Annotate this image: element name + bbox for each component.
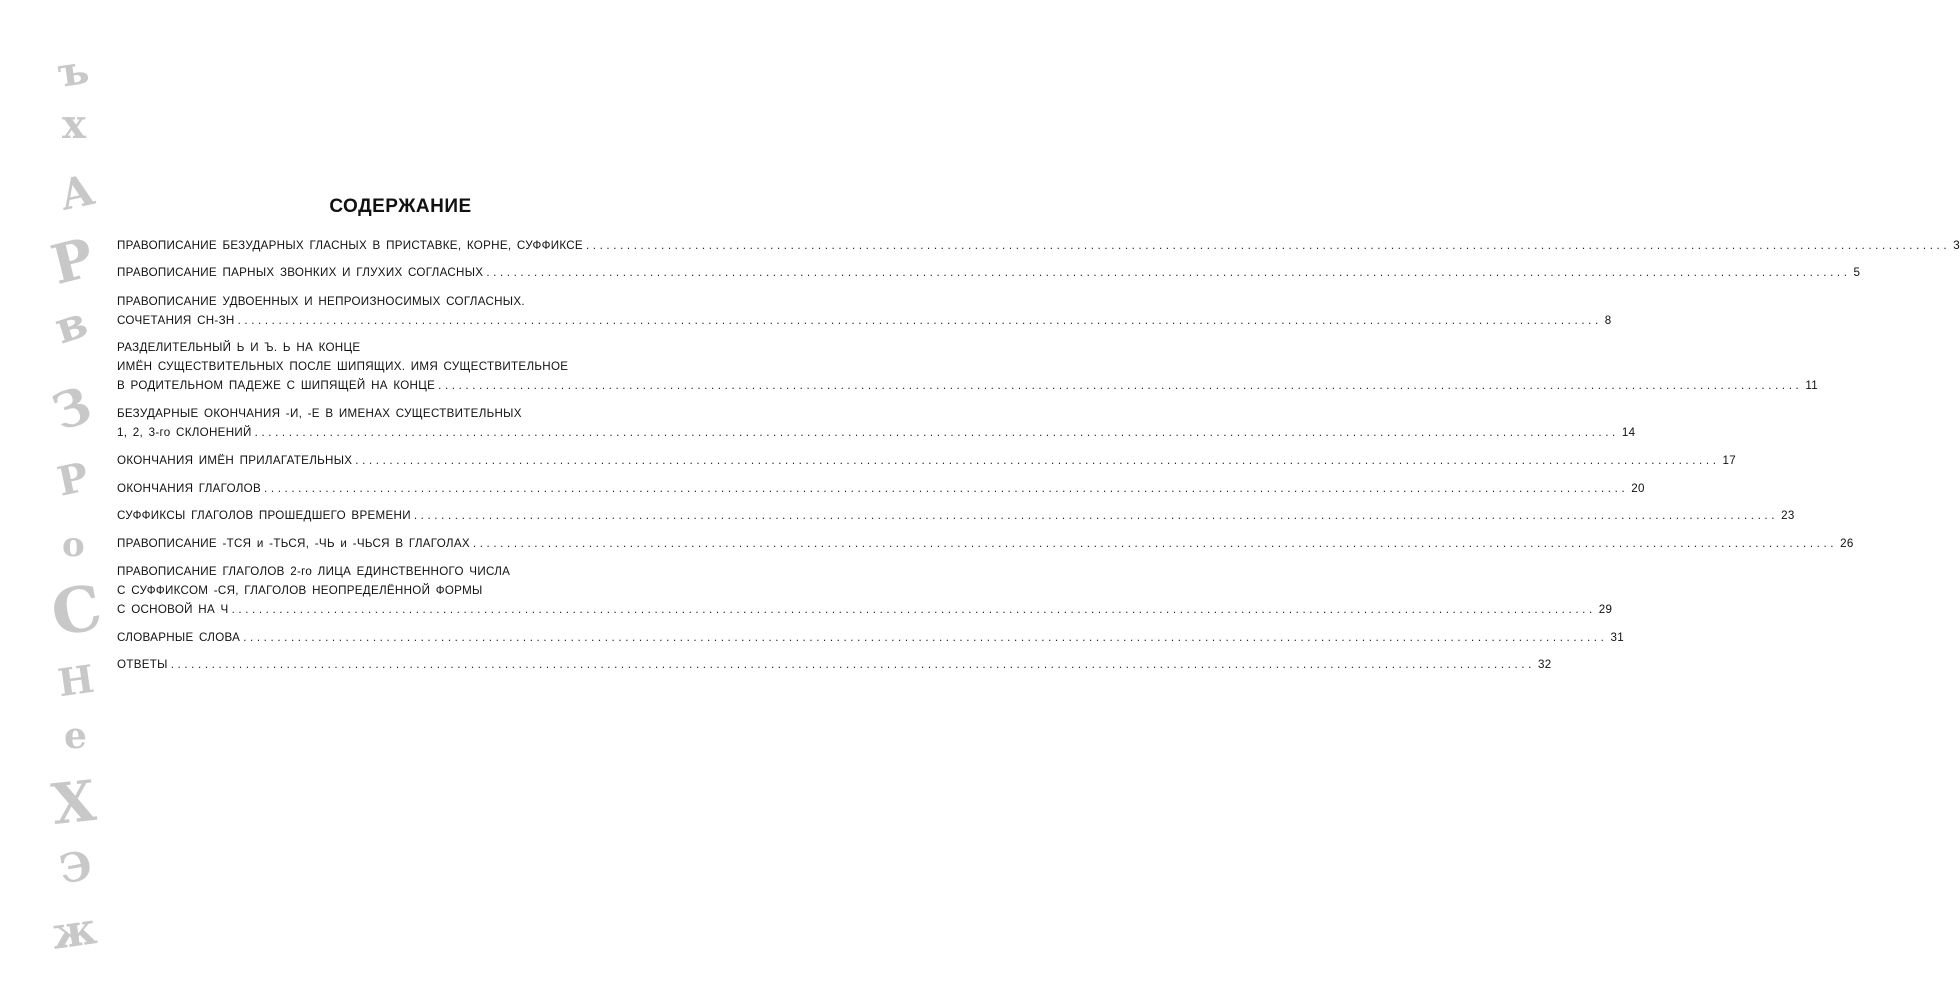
toc-page-number: 5 [1853, 266, 1861, 279]
decor-letter: С [45, 570, 108, 651]
toc-entry-title: С ОСНОВОЙ НА Ч [117, 603, 229, 616]
decor-letter: З [44, 374, 99, 443]
toc-entry-leader-row [117, 628, 1624, 647]
toc-entry-leader-row [117, 263, 1861, 282]
toc-entry-leader-row [117, 600, 1613, 619]
toc-entry-leader-row [117, 236, 1960, 255]
toc-entry[interactable] [117, 236, 1960, 255]
toc-entry-title: СЛОВАРНЫЕ СЛОВА [117, 631, 241, 644]
toc-entry-leader-row [117, 655, 1552, 674]
dot-leader: ........................................................................................................................................................................................................ [264, 482, 1629, 495]
toc-page-number: 32 [1537, 658, 1552, 671]
toc-entry-line: ИМЁН СУЩЕСТВИТЕЛЬНЫХ ПОСЛЕ ШИПЯЩИХ. ИМЯ СУЩЕСТВИТЕЛЬНОЕ [117, 360, 569, 373]
toc-entry-leader-row [117, 423, 1636, 442]
decor-letter: Х [48, 767, 99, 839]
dot-leader: ........................................................................................................................................................................................................ [237, 314, 1602, 327]
toc-entry[interactable] [117, 338, 1819, 395]
toc-entry-line: РАЗДЕЛИТЕЛЬНЫЙ Ь И Ъ. Ь НА КОНЦЕ [117, 341, 361, 354]
decor-letter: о [62, 525, 85, 565]
toc-title: СОДЕРЖАНИЕ [329, 196, 472, 217]
toc-page-number: 14 [1621, 426, 1636, 439]
toc-entry[interactable] [117, 292, 1612, 330]
toc-entry[interactable] [117, 506, 1795, 525]
toc-entry-title: СУФФИКСЫ ГЛАГОЛОВ ПРОШЕДШЕГО ВРЕМЕНИ [117, 509, 411, 522]
dot-leader: ........................................................................................................................................................................................................ [413, 509, 1779, 522]
decor-letter: Н [54, 655, 97, 706]
dot-leader: ........................................................................................................................................................................................................ [243, 631, 1608, 644]
toc-entry-title: 1, 2, 3-го СКЛОНЕНИЙ [117, 426, 252, 439]
decor-letter: х [62, 101, 86, 148]
toc-page-number: 8 [1604, 314, 1612, 327]
toc-entry-line: ПРАВОПИСАНИЕ УДВОЕННЫХ И НЕПРОИЗНОСИМЫХ СОГЛАСНЫХ. [117, 295, 525, 308]
dot-leader: ........................................................................................................................................................................................................ [355, 454, 1720, 467]
decor-letter: Р [44, 225, 100, 297]
toc-entry-leader-row [117, 506, 1795, 525]
decor-letter: в [48, 296, 94, 355]
decor-letter: ж [48, 903, 100, 960]
toc-entry[interactable] [117, 263, 1861, 282]
decorative-alphabet-border [0, 0, 110, 1000]
toc-entry-line: С СУФФИКСОМ -СЯ, ГЛАГОЛОВ НЕОПРЕДЕЛЁННОЙ ФОРМЫ [117, 584, 483, 597]
dot-leader: ........................................................................................................................................................................................................ [585, 239, 1951, 252]
toc-entry-leader-row [117, 451, 1737, 470]
decor-letter: Р [53, 453, 93, 506]
dot-leader: ........................................................................................................................................................................................................ [438, 379, 1803, 392]
toc-entry-title: ПРАВОПИСАНИЕ -ТСЯ и -ТЬСЯ, -ЧЬ и -ЧЬСЯ В ГЛАГОЛАХ [117, 537, 470, 550]
toc-entry-line: БЕЗУДАРНЫЕ ОКОНЧАНИЯ -И, -Е В ИМЕНАХ СУЩЕСТВИТЕЛЬНЫХ [117, 407, 522, 420]
dot-leader: ........................................................................................................................................................................................................ [231, 603, 1596, 616]
toc-page-number: 26 [1840, 537, 1854, 550]
toc-entry[interactable] [117, 562, 1613, 619]
toc-page-number: 23 [1781, 509, 1795, 522]
toc-entry[interactable] [117, 628, 1624, 647]
toc-entry[interactable] [117, 479, 1645, 498]
toc-entry[interactable] [117, 534, 1854, 553]
toc-entry-title: ПРАВОПИСАНИЕ ПАРНЫХ ЗВОНКИХ И ГЛУХИХ СОГЛАСНЫХ [117, 266, 484, 279]
dot-leader: ........................................................................................................................................................................................................ [472, 537, 1838, 550]
toc-entry-title: ОКОНЧАНИЯ ИМЁН ПРИЛАГАТЕЛЬНЫХ [117, 454, 353, 467]
toc-entry-title: СОЧЕТАНИЯ СН-ЗН [117, 314, 235, 327]
toc-entry-title: В РОДИТЕЛЬНОМ ПАДЕЖЕ С ШИПЯЩЕЙ НА КОНЦЕ [117, 379, 436, 392]
toc-entry[interactable] [117, 451, 1737, 470]
decor-letter: е [64, 715, 87, 757]
toc-page-number: 11 [1805, 379, 1819, 392]
toc-entry-leader-row [117, 534, 1854, 553]
dot-leader: ........................................................................................................................................................................................................ [486, 266, 1851, 279]
toc-page-number: 17 [1722, 454, 1737, 467]
dot-leader: ........................................................................................................................................................................................................ [254, 426, 1619, 439]
toc-entry-title: ОКОНЧАНИЯ ГЛАГОЛОВ [117, 482, 262, 495]
table-of-contents [117, 196, 1960, 682]
toc-page-number: 3 [1953, 239, 1960, 252]
toc-entry[interactable] [117, 655, 1552, 674]
dot-leader: ........................................................................................................................................................................................................ [170, 658, 1535, 671]
toc-entry-title: ПРАВОПИСАНИЕ БЕЗУДАРНЫХ ГЛАСНЫХ В ПРИСТАВКЕ, КОРНЕ, СУФФИКСЕ [117, 239, 583, 252]
decor-letter: Э [56, 841, 96, 894]
toc-page-number: 29 [1598, 603, 1613, 616]
decor-letter: А [55, 164, 99, 221]
toc-page-number: 31 [1610, 631, 1624, 644]
toc-entry-leader-row [117, 376, 1819, 395]
toc-entry-leader-row [117, 479, 1645, 498]
toc-page-number: 20 [1631, 482, 1645, 495]
toc-entry-leader-row [117, 311, 1612, 330]
decor-letter: ъ [54, 46, 92, 97]
toc-entry-title: ОТВЕТЫ [117, 658, 168, 671]
toc-entry-line: ПРАВОПИСАНИЕ ГЛАГОЛОВ 2-го ЛИЦА ЕДИНСТВЕННОГО ЧИСЛА [117, 565, 511, 578]
toc-entry[interactable] [117, 404, 1636, 442]
toc-list [117, 236, 1960, 674]
